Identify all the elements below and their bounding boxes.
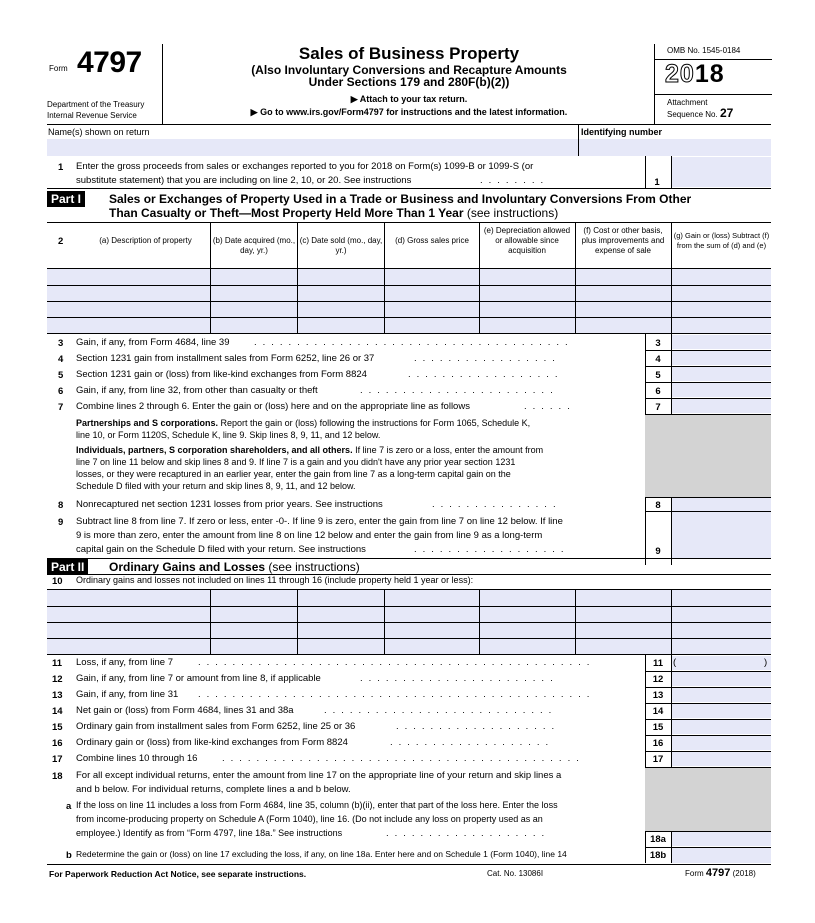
line-5-number: 5 — [58, 370, 64, 381]
divider — [210, 590, 211, 654]
form-id-box — [47, 44, 163, 124]
divider — [384, 590, 385, 654]
footer-form-id — [685, 867, 756, 879]
line-3-number: 3 — [58, 338, 64, 349]
line-8-amount-field[interactable] — [672, 498, 771, 511]
divider — [578, 125, 579, 156]
divider — [210, 269, 211, 333]
attach-note: ▶ Attach to your tax return. — [350, 94, 468, 104]
line-16-box-label: 16 — [652, 738, 664, 749]
footer-form-year: (2018) — [732, 869, 756, 878]
department-line-1: Department of the Treasury — [47, 100, 145, 109]
line-13-amount-field[interactable] — [672, 688, 771, 702]
line-14-box-label: 14 — [652, 706, 664, 717]
line-9-text-a: Subtract line 8 from line 7. If zero or less, enter -0-. If line 9 is zero, enter the gain from line 7 on line 12 below. If line — [76, 516, 563, 527]
line-11-box-label: 11 — [652, 658, 664, 669]
line-7-number: 7 — [58, 402, 64, 413]
line-4-box-label: 4 — [655, 354, 661, 365]
line-15-text: Ordinary gain from installment sales from Form 6252, line 25 or 36 — [76, 721, 356, 732]
dot-leader: .................. — [408, 369, 564, 380]
line-18a-amount-field[interactable] — [672, 832, 771, 846]
line-18a-label: a — [66, 801, 72, 812]
divider — [47, 654, 771, 655]
sequence-label: Sequence No. — [667, 110, 718, 119]
line-9-number: 9 — [58, 517, 64, 528]
line-6-amount-field[interactable] — [672, 383, 771, 397]
dot-leader: ..................................... — [254, 337, 574, 348]
partnerships-note-b: line 10, or Form 1120S, Schedule K, line 9. Skip lines 8, 9, 11, and 12 below. — [76, 430, 381, 440]
dot-leader: ............... — [432, 499, 562, 510]
divider — [671, 590, 672, 654]
divider — [575, 590, 576, 654]
dot-leader: ................. — [414, 353, 561, 364]
partnerships-note-bold: Partnerships and S corporations. — [76, 418, 219, 428]
line-1-text-b: substitute statement) that you are including on line 2, 10, or 20. See instructions — [76, 175, 412, 186]
line-3-amount-field[interactable] — [672, 335, 771, 349]
footer-form-word: Form — [685, 869, 704, 878]
column-b-header: (b) Date acquired (mo., day, yr.) — [212, 236, 296, 255]
goto-note: ▶ Go to www.irs.gov/Form4797 for instructions and the latest information. — [250, 107, 568, 117]
divider — [297, 269, 298, 333]
individuals-note-c: losses, or they were recaptured in an earlier year, enter the gain from line 7 as a long-term capital gain on the — [76, 469, 511, 479]
line-16-number: 16 — [52, 738, 63, 749]
line-18-text-b: and b below. For individual returns, complete lines a and b below. — [76, 784, 351, 795]
line-17-box-label: 17 — [652, 754, 664, 765]
line-7-box-label: 7 — [655, 402, 661, 413]
line-8-number: 8 — [58, 500, 64, 511]
divider — [479, 590, 480, 654]
line-18a-text-c: employee.) Identify as from “Form 4797, line 18a.” See instructions — [76, 828, 343, 838]
line-7-amount-field[interactable] — [672, 399, 771, 413]
column-e-header: (e) Depreciation allowed or allowable since acquisition — [483, 226, 571, 255]
name-row — [47, 124, 771, 156]
part-1-title-b-bold: Than Casualty or Theft—Most Property Held More Than 1 Year — [109, 206, 464, 220]
line-18a-box-label: 18a — [650, 834, 666, 845]
line-11-paren-close: ) — [764, 657, 768, 668]
line-14-number: 14 — [52, 706, 63, 717]
partnerships-note-text: Report the gain or (loss) following the instructions for Form 1065, Schedule K, — [218, 418, 531, 428]
identifying-number-label: Identifying number — [581, 127, 662, 137]
line-9-text-c: capital gain on the Schedule D filed with your return. See instructions — [76, 544, 366, 555]
individuals-note-d: Schedule D filed with your return and skip lines 8, 9, 11, and 12 below. — [76, 481, 356, 491]
line-1-amount-field[interactable] — [672, 157, 771, 187]
part-2-title-bold: Ordinary Gains and Losses — [109, 560, 266, 574]
divider — [671, 269, 672, 333]
line-14-amount-field[interactable] — [672, 704, 771, 718]
part-1-label: Part I — [47, 191, 85, 207]
line-4-amount-field[interactable] — [672, 351, 771, 365]
name-label: Name(s) shown on return — [48, 127, 150, 137]
omb-box — [654, 44, 771, 124]
line-2-number: 2 — [58, 236, 64, 247]
tax-year — [665, 60, 725, 89]
line-11-number: 11 — [52, 658, 63, 669]
individuals-note-b: line 7 on line 11 below and skip lines 8 and 9. If line 7 is a gain and you didn't have any prior year section 1231 — [76, 457, 516, 467]
line-18-number: 18 — [52, 771, 63, 782]
line-15-box-label: 15 — [652, 722, 664, 733]
part-2-label: Part II — [47, 559, 88, 575]
line-9-box-label: 9 — [655, 546, 661, 557]
column-g-header: (g) Gain or (loss) Subtract (f) from the sum of (d) and (e) — [673, 231, 770, 250]
dot-leader: .............................................. — [198, 689, 596, 700]
attachment-label: Attachment — [667, 98, 708, 107]
divider — [47, 638, 771, 639]
paperwork-notice: For Paperwork Reduction Act Notice, see separate instructions. — [49, 869, 307, 879]
form-word: Form — [49, 64, 68, 73]
line-12-number: 12 — [52, 674, 63, 685]
dot-leader: ....................... — [360, 673, 559, 684]
line-12-box-label: 12 — [652, 674, 664, 685]
dot-leader: .................. — [414, 544, 570, 555]
part-2-title — [109, 560, 360, 574]
shaded-area — [645, 415, 771, 497]
column-a-header: (a) Description of property — [99, 236, 192, 245]
line-3-text: Gain, if any, from Form 4684, line 39 — [76, 337, 230, 348]
column-f-header: (f) Cost or other basis, plus improvements and expense of sale — [581, 226, 665, 255]
part-2-title-note: (see instructions) — [268, 560, 360, 574]
line-4-text: Section 1231 gain from installment sales from Form 6252, line 26 or 37 — [76, 353, 375, 364]
divider — [47, 606, 771, 607]
dot-leader: .......................................... — [222, 753, 585, 764]
dot-leader: ................... — [396, 721, 561, 732]
catalog-number: Cat. No. 13086I — [487, 869, 544, 878]
line-17-number: 17 — [52, 754, 63, 765]
line-9-amount-field[interactable] — [672, 512, 771, 558]
part-1-title-a: Sales or Exchanges of Property Used in a Trade or Business and Involuntary Conversions From Other — [109, 192, 692, 206]
dot-leader: ...... — [524, 401, 576, 412]
form-subtitle-1: (Also Involuntary Conversions and Recapture Amounts — [251, 63, 567, 77]
form-title: Sales of Business Property — [298, 44, 520, 63]
line-7-text: Combine lines 2 through 6. Enter the gain or (loss) here and on the appropriate line as follows — [76, 401, 470, 412]
line-5-box-label: 5 — [655, 370, 661, 381]
line-9-text-b: 9 is more than zero, enter the amount from line 8 on line 12 below and enter the gain from line 9 as a long-term — [76, 530, 543, 541]
shaded-area — [645, 768, 771, 831]
divider — [47, 222, 771, 223]
line-10-number: 10 — [52, 576, 63, 587]
dot-leader: ....................... — [360, 385, 559, 396]
line-11-text: Loss, if any, from line 7 — [76, 657, 173, 668]
part-2-header — [47, 558, 771, 574]
line-16-amount-field[interactable] — [672, 736, 771, 750]
individuals-note-text: If line 7 is zero or a loss, enter the amount from — [352, 445, 544, 455]
dot-leader: ................... — [386, 828, 551, 839]
column-d-header: (d) Gross sales price — [395, 236, 469, 245]
line-18b-box-label: 18b — [649, 850, 667, 861]
line-18-text-a: For all except individual returns, enter the amount from line 17 on the appropriate line of your return and skip lines a — [76, 770, 562, 781]
line-6-text: Gain, if any, from line 32, from other than casualty or theft — [76, 385, 318, 396]
title-box — [164, 44, 654, 124]
part-1-title-b — [109, 206, 558, 220]
divider — [47, 301, 771, 302]
line-6-number: 6 — [58, 386, 64, 397]
line-11-paren-open: ( — [673, 657, 677, 668]
divider — [47, 317, 771, 318]
line-14-text: Net gain or (loss) from Form 4684, lines 31 and 38a — [76, 705, 294, 716]
dot-leader: ........................... — [324, 705, 558, 716]
divider — [297, 590, 298, 654]
footer-form-number: 4797 — [705, 867, 731, 879]
omb-number: OMB No. 1545-0184 — [667, 46, 741, 55]
form-number: 4797 — [77, 46, 142, 79]
line-5-text: Section 1231 gain or (loss) from like-kind exchanges from Form 8824 — [76, 369, 367, 380]
line-1-number: 1 — [58, 162, 64, 173]
line-1-box-label: 1 — [654, 177, 660, 188]
line-13-box-label: 13 — [652, 690, 664, 701]
sequence-line — [667, 108, 733, 120]
line-18a-text-b: from income-producing property on Schedule A (Form 1040), line 16. (Do not include any loss on property used as an — [76, 814, 543, 824]
attachment-info — [667, 98, 733, 120]
divider — [47, 622, 771, 623]
department — [47, 99, 144, 121]
identifying-number-field[interactable] — [579, 139, 771, 156]
part-1-title-b-note: (see instructions) — [466, 206, 559, 220]
form-header — [47, 44, 771, 124]
divider — [655, 94, 772, 95]
line-6-box-label: 6 — [655, 386, 661, 397]
line-12-amount-field[interactable] — [672, 672, 771, 686]
form-subtitle-2: Under Sections 179 and 280F(b)(2)) — [308, 75, 510, 89]
divider — [479, 269, 480, 333]
line-4-number: 4 — [58, 354, 64, 365]
divider — [384, 269, 385, 333]
line-11-amount-field[interactable] — [672, 656, 771, 670]
sequence-number: 27 — [719, 106, 734, 120]
line-12-text: Gain, if any, from line 7 or amount from line 8, if applicable — [76, 673, 321, 684]
form-footer — [47, 864, 771, 884]
individuals-note-bold: Individuals, partners, S corporation shareholders, and all others. — [76, 445, 353, 455]
divider — [47, 285, 771, 286]
line-8-box-label: 8 — [655, 500, 661, 511]
line-18b-text: Redetermine the gain or (loss) on line 17 excluding the loss, if any, on line 18a. Enter here and on Schedule 1 (Form 1040), line 14 — [76, 849, 567, 859]
line-1-text-a: Enter the gross proceeds from sales or exchanges reported to you for 2018 on Form(s) 1099-B or 1099-S (or — [76, 161, 534, 172]
line-18a-text-a: If the loss on line 11 includes a loss from Form 4684, line 35, column (b)(ii), enter that part of the loss here. Enter the loss — [76, 800, 558, 810]
divider — [47, 333, 771, 334]
line-18b-label: b — [66, 850, 72, 861]
line-3-box-label: 3 — [655, 338, 661, 349]
name-field[interactable] — [47, 139, 578, 156]
line-17-text: Combine lines 10 through 16 — [76, 753, 198, 764]
line-15-amount-field[interactable] — [672, 720, 771, 734]
line-8-text: Nonrecaptured net section 1231 losses from prior years. See instructions — [76, 499, 383, 510]
line-13-number: 13 — [52, 690, 63, 701]
line-5-amount-field[interactable] — [672, 367, 771, 381]
dot-leader: ........ — [480, 175, 550, 186]
line-15-number: 15 — [52, 722, 63, 733]
line-17-amount-field[interactable] — [672, 752, 771, 766]
tax-year-outline: 20 — [665, 60, 695, 88]
column-c-header: (c) Date sold (mo., day, yr.) — [299, 236, 383, 255]
dot-leader: .............................................. — [198, 657, 596, 668]
dot-leader: ................... — [390, 737, 555, 748]
divider — [575, 269, 576, 333]
line-13-text: Gain, if any, from line 31 — [76, 689, 179, 700]
part-1-header — [47, 188, 771, 222]
line-16-text: Ordinary gain or (loss) from like-kind exchanges from Form 8824 — [76, 737, 348, 748]
line-10-text: Ordinary gains and losses not included on lines 11 through 16 (include property held 1 year or less): — [76, 575, 474, 585]
tax-year-solid: 18 — [694, 60, 725, 88]
line-18b-amount-field[interactable] — [672, 848, 771, 863]
department-line-2: Internal Revenue Service — [47, 111, 137, 120]
